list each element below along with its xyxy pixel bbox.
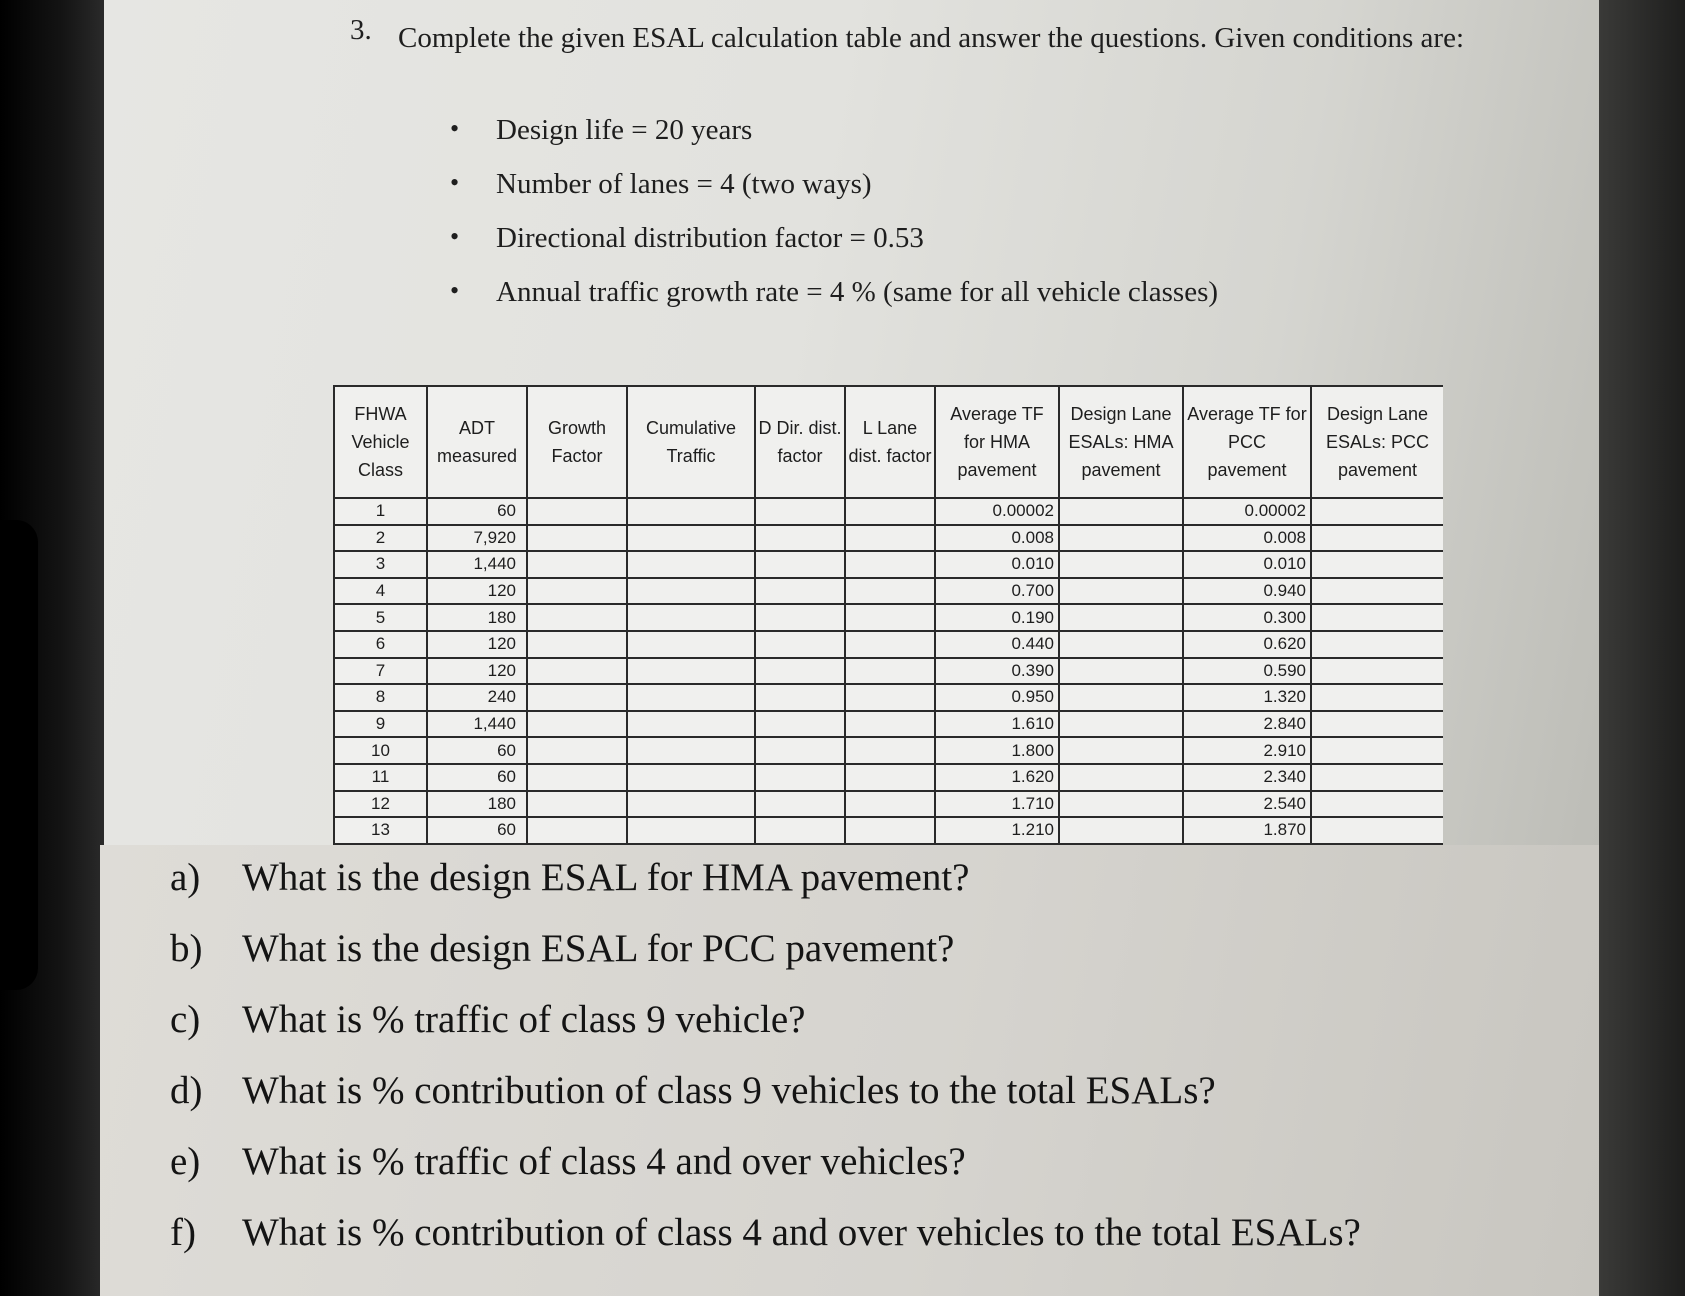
dir-dist-cell[interactable] bbox=[755, 817, 845, 844]
dir-dist-cell[interactable] bbox=[755, 684, 845, 711]
growth-factor-cell[interactable] bbox=[527, 684, 627, 711]
esal-pcc-cell[interactable] bbox=[1311, 551, 1443, 578]
class-cell: 12 bbox=[334, 791, 427, 818]
class-cell: 2 bbox=[334, 525, 427, 552]
dir-dist-cell[interactable] bbox=[755, 498, 845, 525]
cumulative-traffic-cell[interactable] bbox=[627, 604, 755, 631]
growth-factor-cell[interactable] bbox=[527, 551, 627, 578]
adt-cell: 60 bbox=[427, 817, 527, 844]
tf-pcc-cell: 0.300 bbox=[1183, 604, 1311, 631]
growth-factor-cell[interactable] bbox=[527, 631, 627, 658]
bullet-icon: • bbox=[450, 168, 460, 197]
tf-hma-cell: 0.700 bbox=[935, 578, 1059, 605]
tf-hma-cell: 1.710 bbox=[935, 791, 1059, 818]
lane-dist-cell[interactable] bbox=[845, 551, 935, 578]
tf-pcc-cell: 0.620 bbox=[1183, 631, 1311, 658]
table-row bbox=[334, 684, 1443, 711]
sub-question-letter: a) bbox=[170, 856, 201, 899]
lane-dist-cell[interactable] bbox=[845, 791, 935, 818]
sub-question-letter: f) bbox=[170, 1211, 196, 1254]
tf-pcc-cell: 0.940 bbox=[1183, 578, 1311, 605]
tf-pcc-cell: 0.00002 bbox=[1183, 498, 1311, 525]
table-row bbox=[334, 551, 1443, 578]
header-cell: FHWA Vehicle Class bbox=[334, 386, 427, 498]
class-cell: 8 bbox=[334, 684, 427, 711]
esal-hma-cell[interactable] bbox=[1059, 578, 1183, 605]
lane-dist-cell[interactable] bbox=[845, 711, 935, 738]
esal-pcc-cell[interactable] bbox=[1311, 658, 1443, 685]
table-row bbox=[334, 525, 1443, 552]
tf-hma-cell: 0.010 bbox=[935, 551, 1059, 578]
tf-pcc-cell: 1.320 bbox=[1183, 684, 1311, 711]
tf-hma-cell: 1.800 bbox=[935, 737, 1059, 764]
question-intro: Complete the given ESAL calculation table and answer the questions. Given conditions are: bbox=[398, 22, 1465, 54]
sub-question-letter: e) bbox=[170, 1140, 201, 1183]
table-row bbox=[334, 817, 1443, 844]
sub-question-text: What is the design ESAL for PCC pavement? bbox=[242, 927, 955, 970]
dir-dist-cell[interactable] bbox=[755, 791, 845, 818]
esal-hma-cell[interactable] bbox=[1059, 817, 1183, 844]
condition-text: Directional distribution factor = 0.53 bbox=[496, 222, 924, 254]
class-cell: 3 bbox=[334, 551, 427, 578]
cumulative-traffic-cell[interactable] bbox=[627, 764, 755, 791]
dir-dist-cell[interactable] bbox=[755, 737, 845, 764]
growth-factor-cell[interactable] bbox=[527, 578, 627, 605]
table-row bbox=[334, 498, 1443, 525]
table-row bbox=[334, 711, 1443, 738]
sub-question-text: What is the design ESAL for HMA pavement? bbox=[242, 856, 970, 899]
esal-pcc-cell[interactable] bbox=[1311, 525, 1443, 552]
cumulative-traffic-cell[interactable] bbox=[627, 711, 755, 738]
table-row bbox=[334, 604, 1443, 631]
cumulative-traffic-cell[interactable] bbox=[627, 737, 755, 764]
adt-cell: 240 bbox=[427, 684, 527, 711]
cumulative-traffic-cell[interactable] bbox=[627, 791, 755, 818]
table-row bbox=[334, 658, 1443, 685]
lane-dist-cell[interactable] bbox=[845, 658, 935, 685]
tf-pcc-cell: 0.590 bbox=[1183, 658, 1311, 685]
header-cell: Cumulative Traffic bbox=[627, 386, 755, 498]
tf-hma-cell: 0.390 bbox=[935, 658, 1059, 685]
tf-pcc-cell: 2.540 bbox=[1183, 791, 1311, 818]
esal-hma-cell[interactable] bbox=[1059, 551, 1183, 578]
lane-dist-cell[interactable] bbox=[845, 604, 935, 631]
bullet-icon: • bbox=[450, 114, 460, 143]
tf-pcc-cell: 2.340 bbox=[1183, 764, 1311, 791]
right-background bbox=[1599, 0, 1685, 1296]
growth-factor-cell[interactable] bbox=[527, 764, 627, 791]
table-row bbox=[334, 764, 1443, 791]
esal-pcc-cell[interactable] bbox=[1311, 684, 1443, 711]
class-cell: 5 bbox=[334, 604, 427, 631]
dir-dist-cell[interactable] bbox=[755, 658, 845, 685]
tf-hma-cell: 0.190 bbox=[935, 604, 1059, 631]
growth-factor-cell[interactable] bbox=[527, 817, 627, 844]
esal-pcc-cell[interactable] bbox=[1311, 498, 1443, 525]
lane-dist-cell[interactable] bbox=[845, 631, 935, 658]
esal-table bbox=[333, 385, 1443, 845]
adt-cell: 120 bbox=[427, 578, 527, 605]
esal-hma-cell[interactable] bbox=[1059, 631, 1183, 658]
adt-cell: 180 bbox=[427, 791, 527, 818]
growth-factor-cell[interactable] bbox=[527, 525, 627, 552]
adt-cell: 1,440 bbox=[427, 711, 527, 738]
cumulative-traffic-cell[interactable] bbox=[627, 684, 755, 711]
esal-hma-cell[interactable] bbox=[1059, 525, 1183, 552]
adt-cell: 60 bbox=[427, 737, 527, 764]
esal-hma-cell[interactable] bbox=[1059, 658, 1183, 685]
cumulative-traffic-cell[interactable] bbox=[627, 525, 755, 552]
class-cell: 9 bbox=[334, 711, 427, 738]
class-cell: 13 bbox=[334, 817, 427, 844]
esal-hma-cell[interactable] bbox=[1059, 791, 1183, 818]
lane-dist-cell[interactable] bbox=[845, 817, 935, 844]
esal-pcc-cell[interactable] bbox=[1311, 711, 1443, 738]
header-cell: Design Lane ESALs: HMA pavement bbox=[1059, 386, 1183, 498]
tf-pcc-cell: 2.840 bbox=[1183, 711, 1311, 738]
lane-dist-cell[interactable] bbox=[845, 498, 935, 525]
esal-pcc-cell[interactable] bbox=[1311, 604, 1443, 631]
tf-hma-cell: 0.950 bbox=[935, 684, 1059, 711]
esal-pcc-cell[interactable] bbox=[1311, 631, 1443, 658]
condition-text: Annual traffic growth rate = 4 % (same for all vehicle classes) bbox=[496, 276, 1219, 308]
esal-hma-cell[interactable] bbox=[1059, 737, 1183, 764]
adt-cell: 60 bbox=[427, 764, 527, 791]
cumulative-traffic-cell[interactable] bbox=[627, 551, 755, 578]
tf-hma-cell: 1.610 bbox=[935, 711, 1059, 738]
class-cell: 1 bbox=[334, 498, 427, 525]
header-cell: Average TF for PCC pavement bbox=[1183, 386, 1311, 498]
growth-factor-cell[interactable] bbox=[527, 604, 627, 631]
header-cell: Design Lane ESALs: PCC pavement bbox=[1311, 386, 1443, 498]
tf-pcc-cell: 0.008 bbox=[1183, 525, 1311, 552]
adt-cell: 1,440 bbox=[427, 551, 527, 578]
lane-dist-cell[interactable] bbox=[845, 525, 935, 552]
growth-factor-cell[interactable] bbox=[527, 791, 627, 818]
dir-dist-cell[interactable] bbox=[755, 764, 845, 791]
table-row bbox=[334, 631, 1443, 658]
lane-dist-cell[interactable] bbox=[845, 764, 935, 791]
header-cell: Average TF for HMA pavement bbox=[935, 386, 1059, 498]
esal-hma-cell[interactable] bbox=[1059, 604, 1183, 631]
esal-pcc-cell[interactable] bbox=[1311, 791, 1443, 818]
dir-dist-cell[interactable] bbox=[755, 711, 845, 738]
esal-pcc-cell[interactable] bbox=[1311, 737, 1443, 764]
question-number: 3. bbox=[350, 14, 372, 46]
tf-hma-cell: 1.620 bbox=[935, 764, 1059, 791]
esal-pcc-cell[interactable] bbox=[1311, 764, 1443, 791]
tf-pcc-cell: 1.870 bbox=[1183, 817, 1311, 844]
bullet-icon: • bbox=[450, 276, 460, 305]
growth-factor-cell[interactable] bbox=[527, 737, 627, 764]
esal-hma-cell[interactable] bbox=[1059, 764, 1183, 791]
condition-text: Number of lanes = 4 (two ways) bbox=[496, 168, 872, 200]
cumulative-traffic-cell[interactable] bbox=[627, 498, 755, 525]
lane-dist-cell[interactable] bbox=[845, 578, 935, 605]
sub-question-text: What is % traffic of class 4 and over vehicles? bbox=[242, 1140, 966, 1183]
dir-dist-cell[interactable] bbox=[755, 631, 845, 658]
lane-dist-cell[interactable] bbox=[845, 684, 935, 711]
table-row bbox=[334, 791, 1443, 818]
sub-question-text: What is % traffic of class 9 vehicle? bbox=[242, 998, 806, 1041]
sub-question-text: What is % contribution of class 4 and over vehicles to the total ESALs? bbox=[242, 1211, 1361, 1254]
bullet-icon: • bbox=[450, 222, 460, 251]
cumulative-traffic-cell[interactable] bbox=[627, 817, 755, 844]
device-bezel bbox=[0, 520, 38, 990]
table-row bbox=[334, 578, 1443, 605]
tf-hma-cell: 0.008 bbox=[935, 525, 1059, 552]
growth-factor-cell[interactable] bbox=[527, 711, 627, 738]
cumulative-traffic-cell[interactable] bbox=[627, 658, 755, 685]
table-header-row bbox=[334, 386, 1443, 498]
sub-question-letter: d) bbox=[170, 1069, 203, 1112]
esal-table-container bbox=[333, 385, 1443, 845]
class-cell: 7 bbox=[334, 658, 427, 685]
header-cell: D Dir. dist. factor bbox=[755, 386, 845, 498]
esal-pcc-cell[interactable] bbox=[1311, 578, 1443, 605]
dir-dist-cell[interactable] bbox=[755, 604, 845, 631]
header-cell: Growth Factor bbox=[527, 386, 627, 498]
class-cell: 4 bbox=[334, 578, 427, 605]
sub-question-letter: c) bbox=[170, 998, 201, 1041]
dir-dist-cell[interactable] bbox=[755, 578, 845, 605]
esal-hma-cell[interactable] bbox=[1059, 684, 1183, 711]
cumulative-traffic-cell[interactable] bbox=[627, 578, 755, 605]
cumulative-traffic-cell[interactable] bbox=[627, 631, 755, 658]
adt-cell: 120 bbox=[427, 631, 527, 658]
tf-hma-cell: 0.00002 bbox=[935, 498, 1059, 525]
sub-question-letter: b) bbox=[170, 927, 203, 970]
tf-pcc-cell: 0.010 bbox=[1183, 551, 1311, 578]
growth-factor-cell[interactable] bbox=[527, 498, 627, 525]
table-row bbox=[334, 737, 1443, 764]
tf-pcc-cell: 2.910 bbox=[1183, 737, 1311, 764]
class-cell: 6 bbox=[334, 631, 427, 658]
esal-pcc-cell[interactable] bbox=[1311, 817, 1443, 844]
class-cell: 11 bbox=[334, 764, 427, 791]
adt-cell: 7,920 bbox=[427, 525, 527, 552]
dir-dist-cell[interactable] bbox=[755, 525, 845, 552]
dir-dist-cell[interactable] bbox=[755, 551, 845, 578]
tf-hma-cell: 1.210 bbox=[935, 817, 1059, 844]
condition-text: Design life = 20 years bbox=[496, 114, 753, 146]
header-cell: L Lane dist. factor bbox=[845, 386, 935, 498]
header-cell: ADT measured bbox=[427, 386, 527, 498]
esal-hma-cell[interactable] bbox=[1059, 711, 1183, 738]
adt-cell: 60 bbox=[427, 498, 527, 525]
adt-cell: 180 bbox=[427, 604, 527, 631]
sub-question-text: What is % contribution of class 9 vehicles to the total ESALs? bbox=[242, 1069, 1216, 1112]
growth-factor-cell[interactable] bbox=[527, 658, 627, 685]
lane-dist-cell[interactable] bbox=[845, 737, 935, 764]
esal-hma-cell[interactable] bbox=[1059, 498, 1183, 525]
tf-hma-cell: 0.440 bbox=[935, 631, 1059, 658]
adt-cell: 120 bbox=[427, 658, 527, 685]
class-cell: 10 bbox=[334, 737, 427, 764]
